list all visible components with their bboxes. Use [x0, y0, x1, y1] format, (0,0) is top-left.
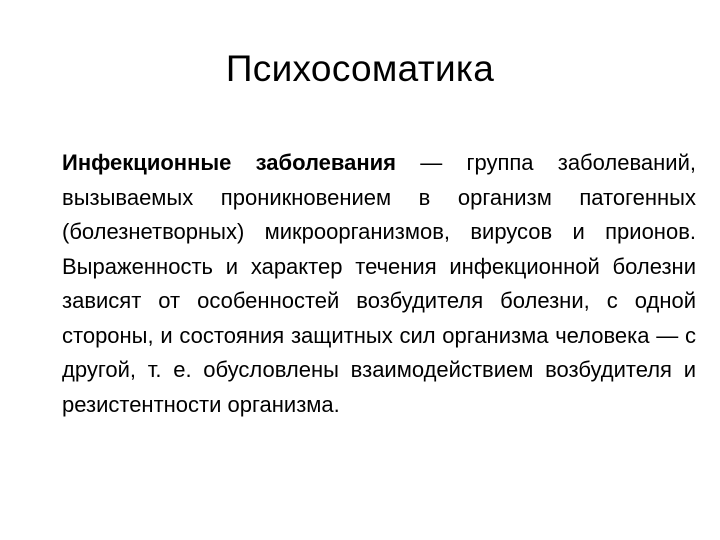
slide-title: Психосоматика: [225, 48, 495, 89]
definition-paragraph: [62, 146, 696, 422]
definition-text: — группа заболеваний, вызываемых проникновением в организм патогенных (болезнетворных) микроорганизмов, вирусов и прионов. Выраженность и характер течения инфекционной болезни зависят от особенностей возбудителя болезни, с одной стороны, и состояния защитных сил организма человека — с другой, т. е. обусловлены взаимодействием возбудителя и резистентности организма.: [62, 150, 696, 417]
defined-term: Инфекционные заболевания: [62, 150, 397, 175]
